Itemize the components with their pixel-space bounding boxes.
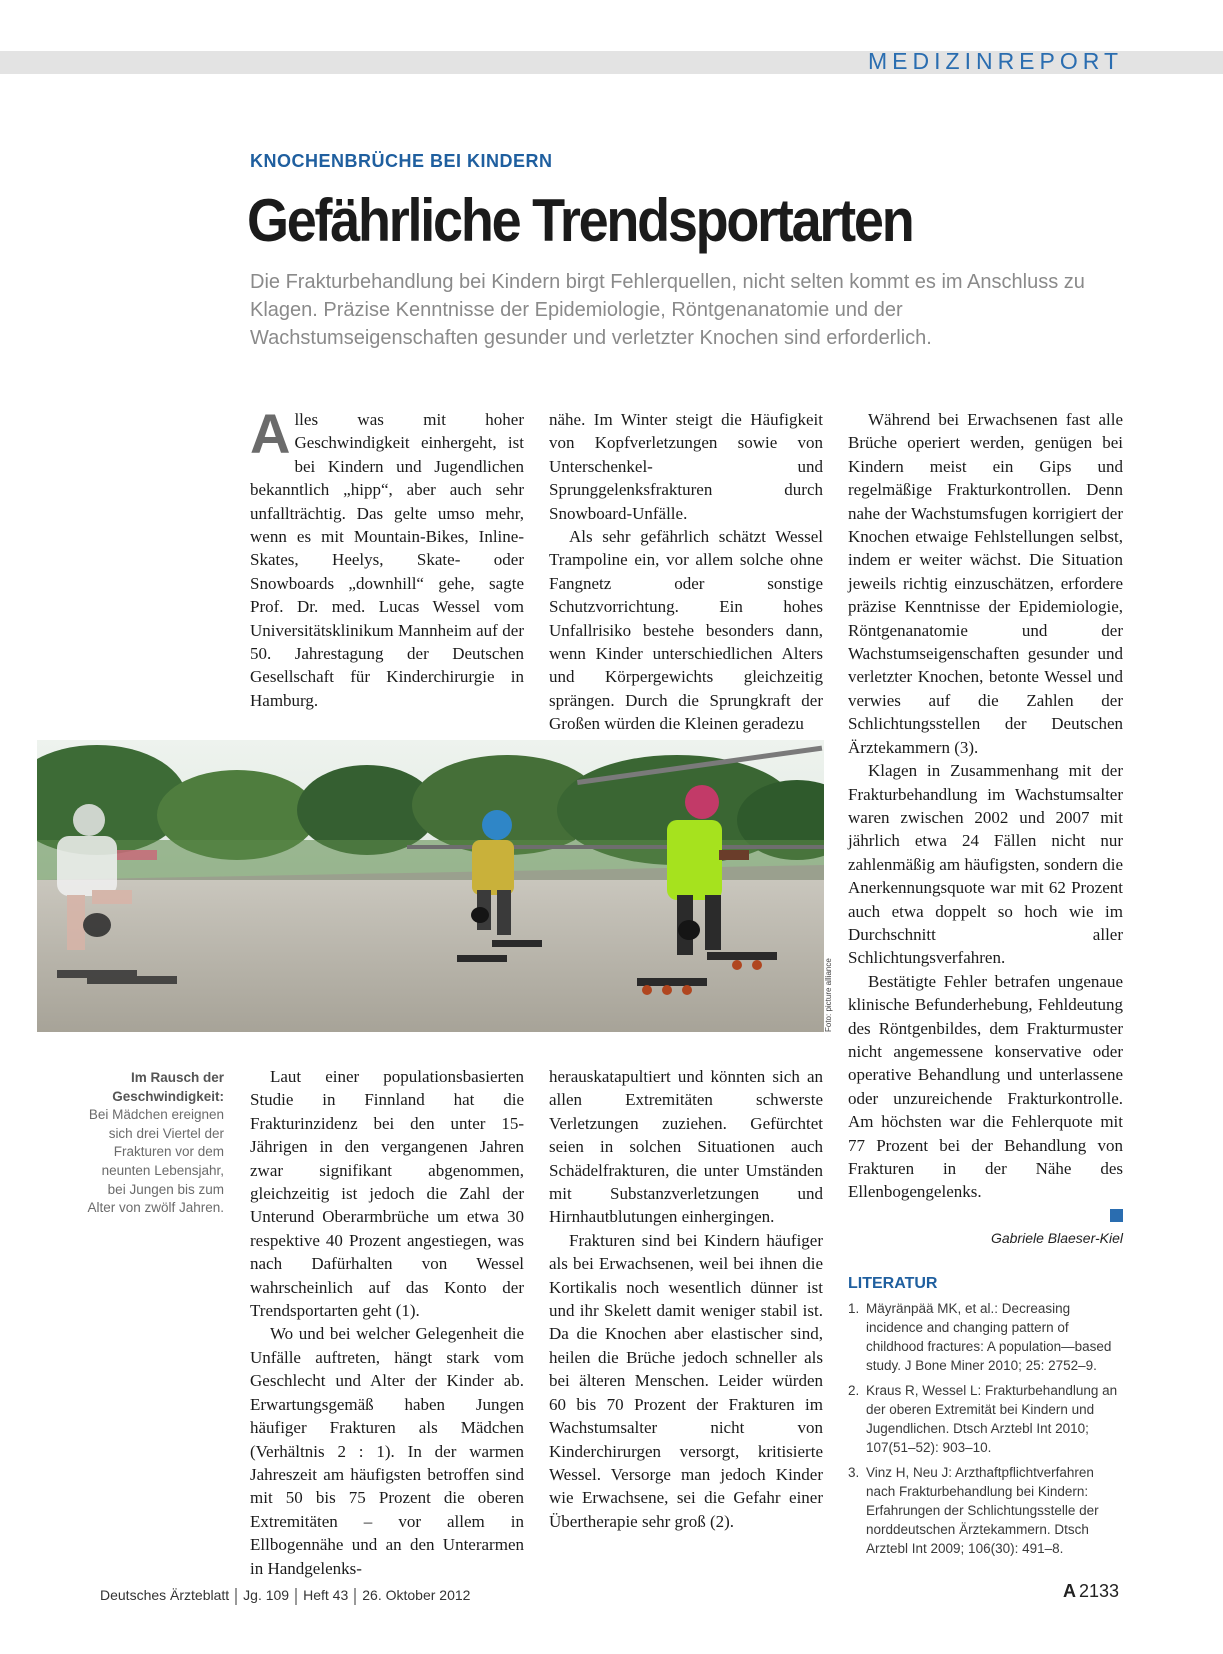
author: Gabriele Blaeser-Kiel (990, 1230, 1123, 1246)
literature-heading: LITERATUR (848, 1275, 938, 1292)
page-number: A 2133 (1062, 1581, 1119, 1601)
footer-divider (235, 1588, 237, 1605)
column-4 (250, 1065, 524, 1580)
end-mark-icon (1110, 1209, 1123, 1222)
paragraph: Alles was mit hoher Geschwindigkeit einhergeht, ist bei Kindern und Jugendlichen bekanntlich „hipp“, aber auch sehr unfallträchtig. Das gelte umso mehr, wenn es mit Mountain-Bikes, Inline-Skates, Heelys, Skate- oder Snowboards „downhill“ gehe, sagte Prof. Dr. med. Lucas Wessel vom Universitätsklinikum Mannheim auf der 50. Jahrestagung der Deutschen Gesellschaft für Kinderchirurgie in Hamburg. (250, 402, 524, 710)
footer-divider (295, 1588, 297, 1605)
photo-inline-skaters (37, 740, 824, 1032)
column-3 (848, 408, 1123, 1204)
paragraph: Frakturen sind bei Kindern häufiger als bei Erwachsenen, weil bei ihnen die Kortikalis noch wesentlich dünner ist und ihr Skelett damit weniger stabil ist. Da die Knochen aber elastischer sind, heilen die Brüche jedoch schneller als bei älteren Menschen. Leider würden 60 bis 70 Prozent der Frakturen im Wachstumsalter nicht von Kinderchirurgen versorgt, kritisierte Wessel. Versorge man jedoch Kinder wie Erwachsene, sei die Gefahr einer Übertherapie sehr groß (2). (549, 1230, 823, 1531)
skaters-illustration (37, 740, 824, 1032)
paragraph: Wo und bei welcher Gelegenheit die Unfälle auftreten, hängt stark vom Geschlecht und Alter der Kinder ab. Erwartungsgemäß haben Jungen häufiger Frakturen als Mädchen (Verhältnis 2 : 1). In der warmen Jahreszeit am häufigsten betroffen sind mit 50 bis 75 Prozent die oberen Extremitäten – vor allem in Ellbogennähe und an den Unterarmen in Handgelenks- (250, 1324, 524, 1578)
caption-title: Im Rausch der Geschwindigkeit: (112, 1070, 224, 1104)
column-5 (549, 1065, 823, 1533)
paragraph: Klagen in Zusammenhang mit der Frakturbehandlung im Wachstumsalter waren zwischen 2002 und 2007 mit jährlich etwa 24 Fällen nicht nur zahlenmäßig am häufigsten, sondern die Anerkennungsquote war mit 62 Prozent auch etwa doppelt so hoch wie im Durchschnitt aller Schlichtungsverfahren. (848, 761, 1123, 968)
paragraph: Laut einer populationsbasierten Studie in Finnland hat die Frakturinzidenz bei den unter 15-Jährigen in den vergangenen Jahren zwar signifikant abgenommen, gleichzeitig ist jedoch die Zahl der Unterund Oberarmbrüche um etwa 30 respektive 40 Prozent angestiegen, was nach Dafürhalten von Wessel wahrscheinlich auf das Konto der Trendsportarten geht (1). (250, 1067, 524, 1321)
volume: Jg. 109 (243, 1587, 290, 1603)
article-kicker: KNOCHENBRÜCHE BEI KINDERN (250, 151, 553, 171)
section-label: MEDIZINREPORT (868, 48, 1123, 74)
issue-date: 26. Oktober 2012 (362, 1587, 471, 1603)
article-lede: Die Frakturbehandlung bei Kindern birgt Fehlerquellen, nicht selten kommt es im Anschluss zu Klagen. Präzise Kenntnisse der Epidemiologie, Röntgenanatomie und der Wachstumseigenschaften gesunder und verletzter Knochen sind erforderlich. (250, 271, 1085, 349)
photo-caption (86, 1069, 224, 1218)
column-1 (250, 402, 524, 712)
issue: Heft 43 (303, 1587, 349, 1603)
paragraph: Während bei Erwachsenen fast alle Brüche operiert werden, genügen bei Kindern meist ein Gips und regelmäßige Frakturkontrollen. Denn nahe der Wachstumsfugen korrigiert der Knochen etwaige Fehlstellungen selbst, indem er weiter wächst. Die Situation jeweils richtig einzuschätzen, erfordere präzise Kenntnisse der Epidemiologie, Röntgenanatomie und der Wachstumseigenschaften gesunder und verletzter Knochen, betonte Wessel und verwies auf die Zahlen der Schlichtungsstellen der Deutschen Ärztekammern (3). (848, 410, 1123, 757)
column-2 (549, 408, 823, 736)
dropcap: A (250, 402, 291, 465)
photo-credit: Foto: picture alliance (824, 958, 833, 1032)
literature-item: 2. Kraus R, Wessel L: Frakturbehandlung an der oberen Extremität bei Kindern und Jugendlichen. Dtsch Arztebl Int 2010; 107(51–52): 903–10. (848, 1383, 1118, 1455)
footer (100, 1587, 470, 1605)
publication-name: Deutsches Ärzteblatt (100, 1587, 230, 1603)
paragraph: Bestätigte Fehler betrafen ungenaue klinische Befunderhebung, Fehldeutung des Röntgenbildes, dem Frakturmuster nicht angemessene konservative oder operative Behandlung und unterlassene oder unzureichende Frakturkontrolle. Am höchsten war die Fehlerquote mit 77 Prozent bei der Behandlung von Frakturen in der Nähe des Ellenbogengelenks. (848, 971, 1123, 1202)
footer-divider (354, 1588, 356, 1605)
paragraph: herauskatapultiert und könnten sich an allen Extremitäten schwerste Verletzungen zuziehen. Gefürchtet seien in solchen Situationen auch Schädelfrakturen, die unter Umständen mit Substanzverletzungen und Hirnhautblutungen einhergingen. (549, 1067, 823, 1227)
literature-item: 3. Vinz H, Neu J: Arzthaftpflichtverfahren nach Frakturbehandlung bei Kindern: Erfahrungen der Schlichtungsstelle der norddeutschen Ärztekammern. Dtsch Arztebl Int 2009; 106(30): 491–8. (848, 1465, 1099, 1556)
article-title: Gefährliche Trendsportarten (247, 187, 913, 254)
literature-list (848, 1299, 1123, 1564)
paragraph: nähe. Im Winter steigt die Häufigkeit von Kopfverletzungen sowie von Unterschenkel- und Sprunggelenksfrakturen durch Snowboard-Unfälle. (549, 410, 823, 523)
caption-text: Bei Mädchen ereignen sich drei Viertel der Frakturen vor dem neunten Lebensjahr, bei Jungen bis zum Alter von zwölf Jahren. (87, 1107, 224, 1216)
paragraph: Als sehr gefährlich schätzt Wessel Trampoline ein, vor allem solche ohne Fangnetz oder sonstige Schutzvorrichtung. Ein hohes Unfallrisiko bestehe besonders dann, wenn Kinder unterschiedlichen Alters und Körpergewichts gleichzeitig sprängen. Durch die Sprungkraft der Großen würden die Kleinen geradezu (549, 527, 823, 734)
literature-item: 1. Mäyränpää MK, et al.: Decreasing incidence and changing pattern of childhood fractures: A population—based study. J Bone Miner 2010; 25: 2752–9. (848, 1301, 1112, 1373)
